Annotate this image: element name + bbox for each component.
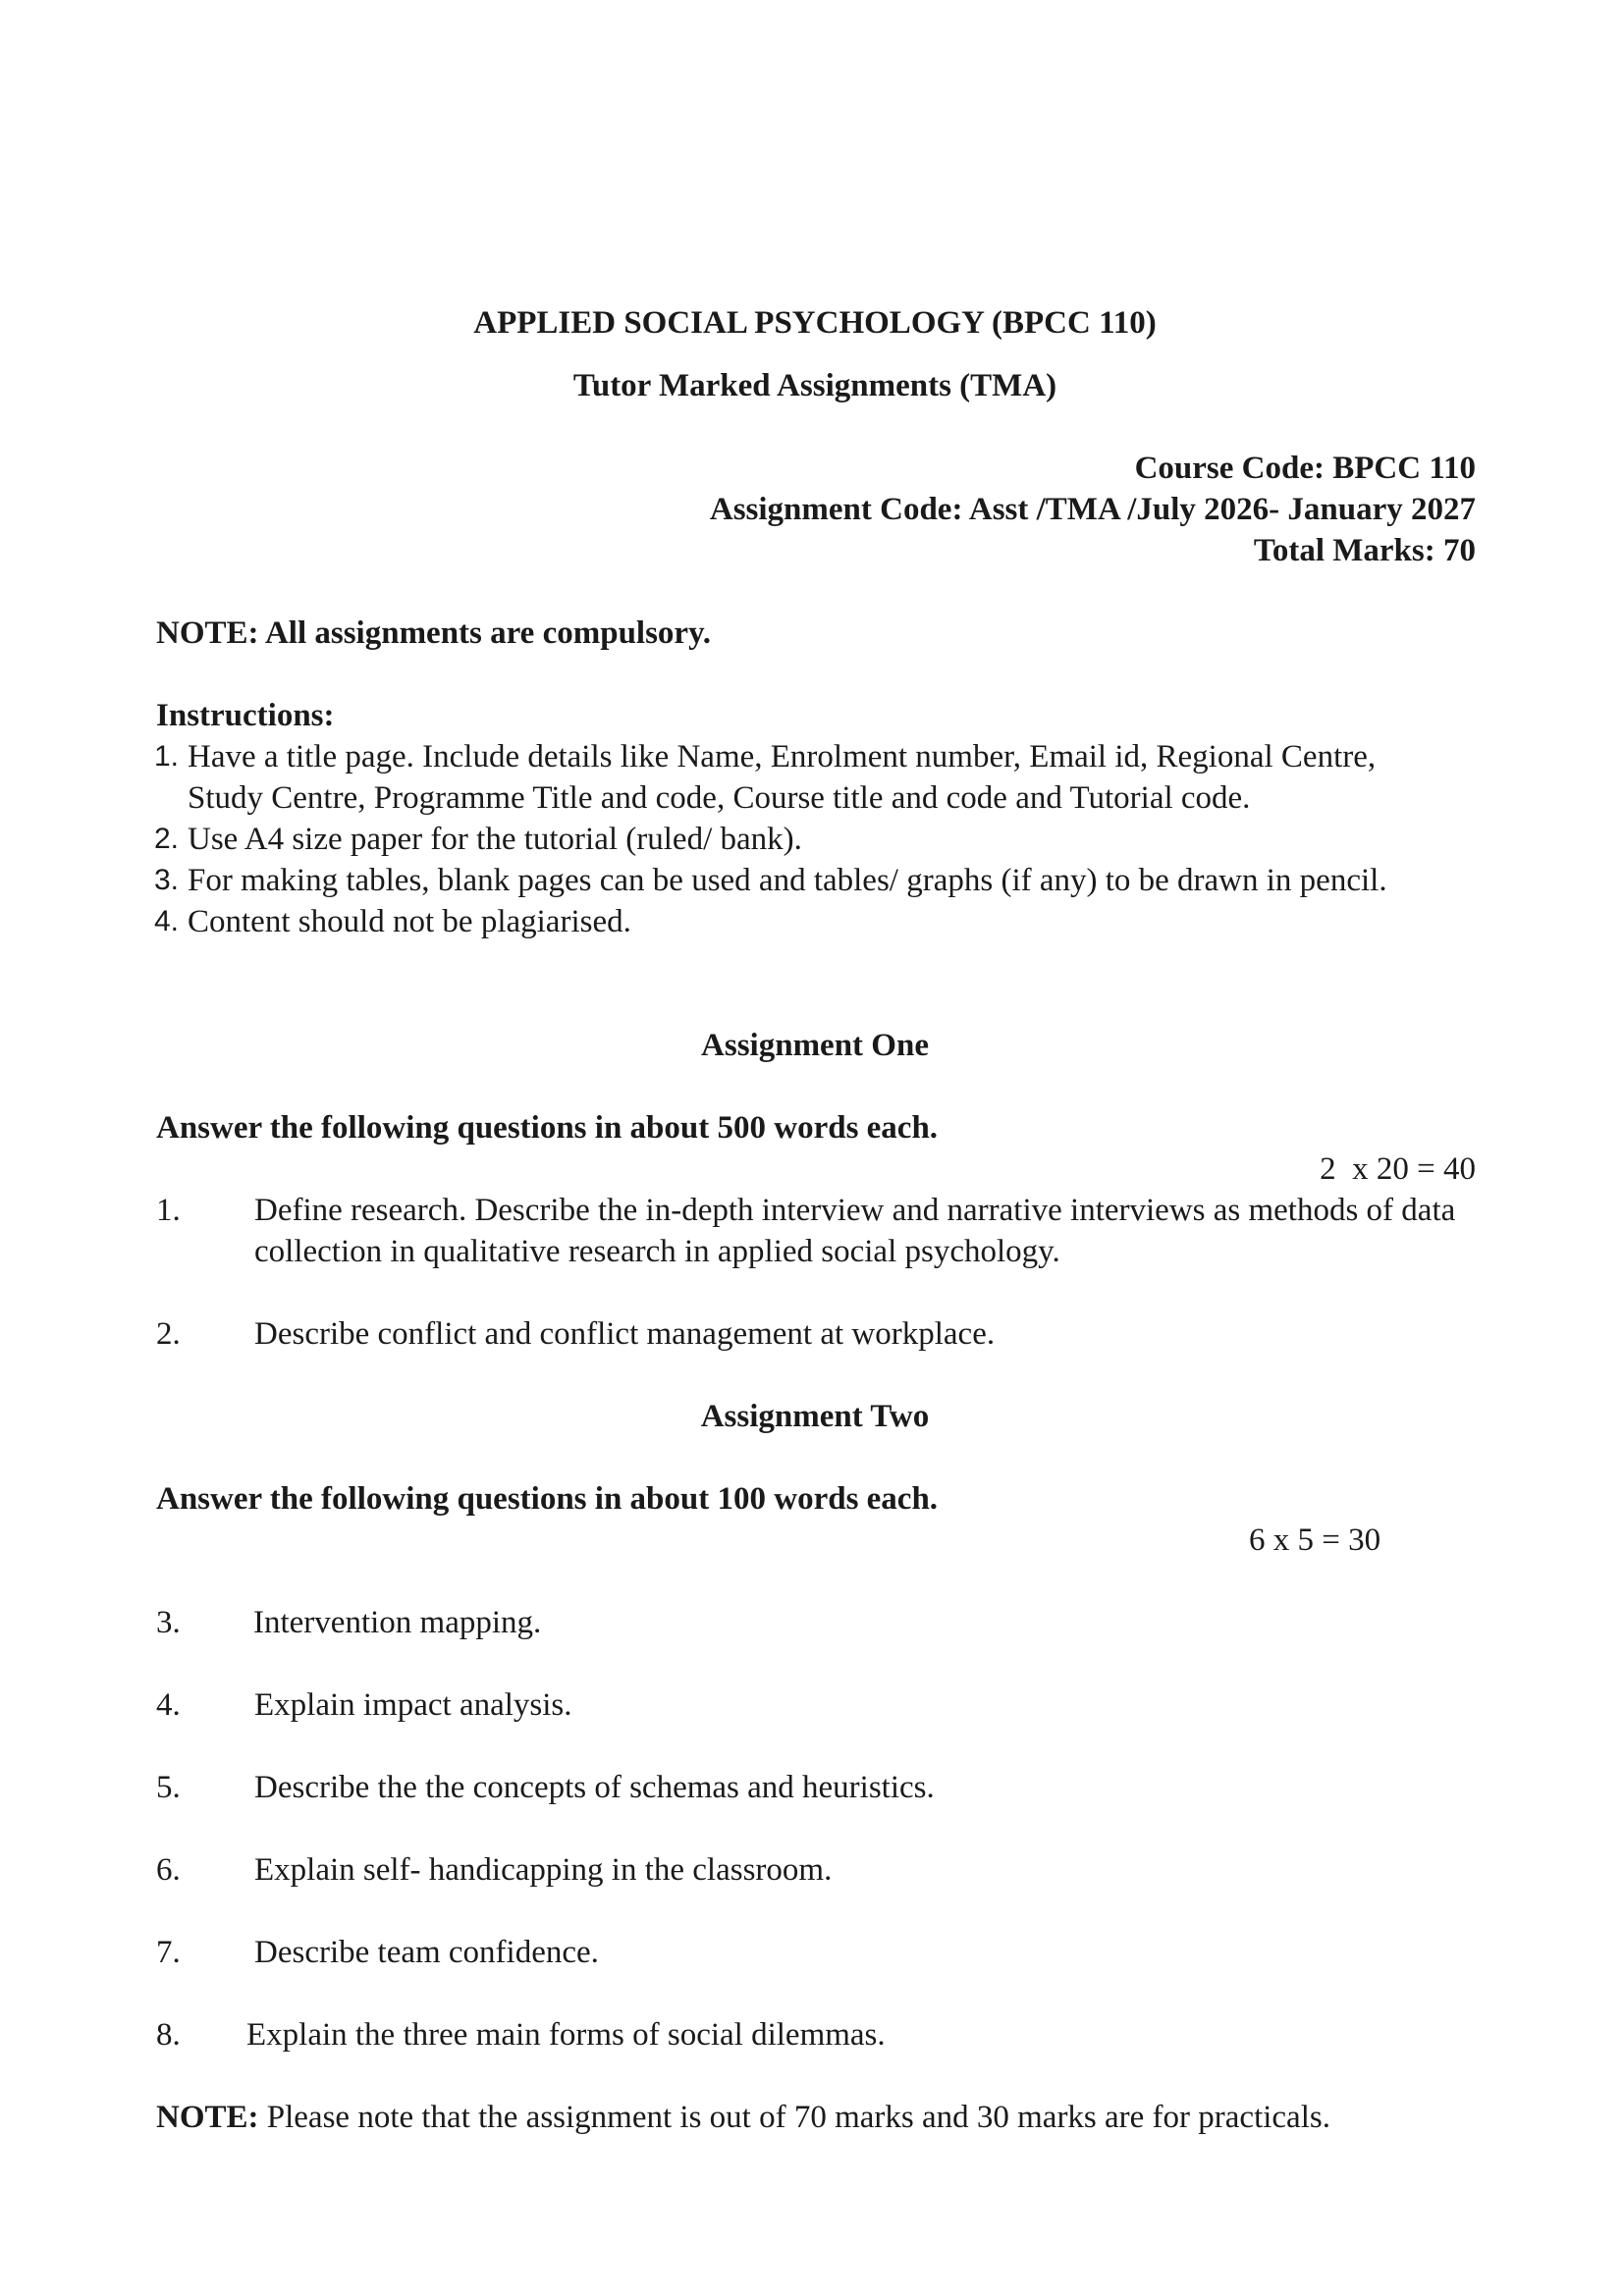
assignment-two-marks: 6 x 5 = 30 — [1249, 1522, 1381, 1558]
question-text: Intervention mapping. — [253, 1605, 542, 1640]
instruction-text: Content should not be plagiarised. — [188, 904, 631, 939]
note-label: NOTE: — [156, 2100, 259, 2135]
question-number: 4. — [156, 1687, 181, 1723]
assignment-one-instruction: Answer the following questions in about 500 words each. — [156, 1110, 939, 1146]
note-practicals — [156, 2102, 1330, 2134]
instructions-heading: Instructions: — [156, 698, 335, 733]
question-text: Describe the the concepts of schemas and heuristics. — [254, 1770, 935, 1805]
instruction-number: 1. — [154, 740, 180, 773]
question-text: Explain the three main forms of social dilemmas. — [246, 2017, 886, 2053]
question-text: Explain self- handicapping in the classroom. — [254, 1852, 833, 1888]
instruction-number: 4. — [154, 905, 180, 937]
question-number: 5. — [156, 1770, 181, 1805]
question-number: 8. — [156, 2017, 181, 2053]
instruction-text: Have a title page. Include details like Name, Enrolment number, Email id, Regional Centre, — [188, 739, 1377, 774]
instruction-number: 2. — [154, 823, 180, 855]
question-number: 1. — [156, 1193, 181, 1228]
assignment-two-instruction: Answer the following questions in about 100 words each. — [156, 1481, 939, 1517]
note-text: Please note that the assignment is out of 70 marks and 30 marks are for practicals. — [258, 2100, 1330, 2135]
question-text: collection in qualitative research in applied social psychology. — [254, 1234, 1060, 1269]
question-text: Explain impact analysis. — [254, 1687, 572, 1723]
question-number: 2. — [156, 1316, 181, 1352]
document-title: APPLIED SOCIAL PSYCHOLOGY (BPCC 110) — [473, 305, 1157, 341]
question-number: 6. — [156, 1852, 181, 1888]
assignment-two-heading: Assignment Two — [700, 1399, 930, 1434]
instruction-number: 3. — [154, 864, 180, 896]
assignment-code: Assignment Code: Asst /TMA /July 2026- January 2027 — [709, 492, 1476, 527]
document-subtitle: Tutor Marked Assignments (TMA) — [572, 368, 1057, 403]
instruction-text: Use A4 size paper for the tutorial (ruled/ bank). — [188, 822, 802, 857]
question-text: Describe conflict and conflict management at workplace. — [254, 1316, 996, 1352]
total-marks: Total Marks: 70 — [1253, 533, 1476, 568]
question-text: Describe team confidence. — [254, 1935, 599, 1970]
course-code: Course Code: BPCC 110 — [1134, 451, 1476, 486]
question-number: 3. — [156, 1605, 181, 1640]
instruction-text: For making tables, blank pages can be used and tables/ graphs (if any) to be drawn in pencil. — [188, 863, 1387, 898]
assignment-one-heading: Assignment One — [701, 1028, 929, 1063]
assignment-one-marks: 2 x 20 = 40 — [1320, 1151, 1476, 1187]
question-text: Define research. Describe the in-depth interview and narrative interviews as methods of data — [254, 1193, 1456, 1228]
question-number: 7. — [156, 1935, 181, 1970]
note-compulsory: NOTE: All assignments are compulsory. — [156, 615, 712, 651]
instruction-text: Study Centre, Programme Title and code, Course title and code and Tutorial code. — [188, 780, 1251, 816]
